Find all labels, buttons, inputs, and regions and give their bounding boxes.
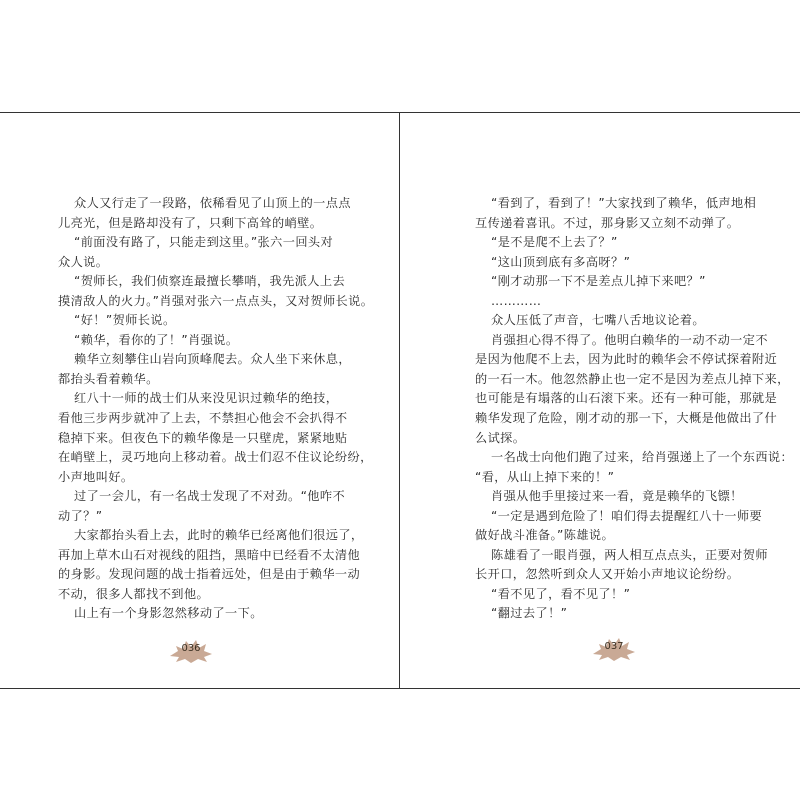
left-page-text-line: “贺师长，我们侦察连最擅长攀哨，我先派人上去 <box>74 274 346 289</box>
left-page-text <box>58 194 373 624</box>
left-page-text-line: 稳掉下来。但夜色下的赖华像是一只壁虎，紧紧地贴 <box>58 430 348 445</box>
left-page-text-line: 的身影。发现问题的战士指着远处，但是由于赖华一动 <box>58 567 361 582</box>
left-page-text-line: 红八十一师的战士们从来没见识过赖华的绝技， <box>74 391 339 406</box>
right-page-text-line: “刚才动那一下不是差点儿掉下来吧？” <box>491 274 706 289</box>
right-page-text-line: “这山顶到底有多高呀？” <box>491 254 631 269</box>
left-page-text-line: 都抬头看着赖华。 <box>58 371 159 386</box>
left-page-text-line: 摸清敌人的火力。”肖强对张六一点点头，又对贺师长说。 <box>58 293 374 308</box>
left-page-text-line: 过了一会儿，有一名战士发现了不对劲。“他咋不 <box>74 489 346 504</box>
left-page-text-line: 儿亮光，但是路却没有了，只剩下高耸的峭壁。 <box>58 215 323 230</box>
right-page-text-line: 长开口，忽然听到众人又开始小声地议论纷纷。 <box>475 567 740 582</box>
right-page-text-line: 肖强从他手里接过来一看，竟是赖华的飞镖！ <box>491 489 743 504</box>
left-page-text-line: 再加上草木山石对视线的阻挡，黑暗中已经看不太清他 <box>58 547 361 562</box>
page-number: 036 <box>181 643 201 654</box>
right-page-text-line: 么试探。 <box>475 430 526 445</box>
right-page-text-line: “一定是遇到危险了！咱们得去提醒红八十一师要 <box>491 508 763 523</box>
left-page-text-line: “前面没有路了，只能走到这里。”张六一回头对 <box>74 235 334 250</box>
right-page-text-line: “翻过去了！” <box>491 606 568 621</box>
left-page-text-line: 赖华立刻攀住山岩向顶峰爬去。众人坐下来休息， <box>74 352 351 367</box>
left-page-text-line: 不动，很多人都找不到他。 <box>58 586 210 601</box>
left-page-text-line: “赖华，看你的了！”肖强说。 <box>74 332 239 347</box>
left-page-text-line: 大家都抬头看上去，此时的赖华已经离他们很远了， <box>74 528 364 543</box>
left-page-text-line: 看他三步两步就冲了上去，不禁担心他会不会扒得不 <box>58 411 348 426</box>
left-page-text-line: 在峭壁上，灵巧地向上移动着。战士们忍不住议论纷纷， <box>58 450 373 465</box>
right-page-text-line: “看不见了，看不见了！” <box>491 586 631 601</box>
left-page-text-line: 山上有一个身影忽然移动了一下。 <box>74 606 263 621</box>
right-page-text-line: “看，从山上掉下来的！” <box>475 469 615 484</box>
right-page-text-line: 互传递着喜讯。不过，那身影又立刻不动弹了。 <box>475 215 740 230</box>
right-page-text-line: “是不是爬不上去了？” <box>491 235 618 250</box>
page-number: 037 <box>604 641 624 652</box>
right-page-text-line: 赖华发现了危险，刚才动的那一下，大概是他做出了什 <box>475 411 778 426</box>
left-page-text-line: “好！”贺师长说。 <box>74 313 176 328</box>
right-page-text-line: 肖强担心得不得了。他明白赖华的一动不动一定不 <box>491 332 768 347</box>
right-page-text-line: 陈雄看了一眼肖强，两人相互点点头，正要对贺师 <box>491 547 768 562</box>
right-page-text-line: 众人压低了声音，七嘴八舌地议论着。 <box>491 313 705 328</box>
right-page-text-line: 的一石一木。他忽然静止也一定不是因为差点儿掉下来， <box>475 371 790 386</box>
right-page-text-line: 是因为他爬不上去，因为此时的赖华会不停试探着附近 <box>475 352 778 367</box>
left-page-number <box>168 638 214 664</box>
right-page-text <box>475 194 794 624</box>
left-page-text-line: 动了？” <box>58 508 103 523</box>
left-page-text-line: 众人又行走了一段路，依稀看见了山顶上的一点点 <box>74 196 351 210</box>
right-page-number <box>591 636 637 662</box>
right-page-text-line: 一名战士向他们跑了过来，给肖强递上了一个东西说： <box>491 450 794 465</box>
left-page-text-line: 小声地叫好。 <box>58 469 134 484</box>
right-page-text-line: “看到了，看到了！”大家找到了赖华，低声地相 <box>491 196 757 210</box>
right-page-text-line: ………… <box>491 293 542 308</box>
page-gutter <box>399 112 400 689</box>
right-page-text-line: 做好战斗准备。”陈雄说。 <box>475 528 615 543</box>
right-page-text-line: 也可能是有塌落的山石滚下来。还有一种可能，那就是 <box>475 391 778 406</box>
left-page-text-line: 众人说。 <box>58 254 109 269</box>
